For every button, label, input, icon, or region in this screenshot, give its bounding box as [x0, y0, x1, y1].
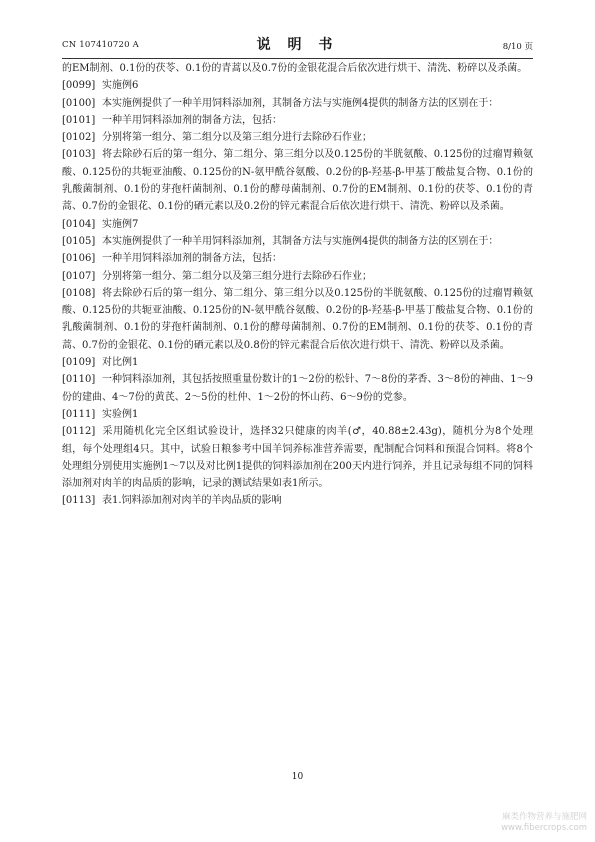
paragraph-text: 采用随机化完全区组试验设计，选择32只健康的肉羊(♂，40.88±2.43g)，随机分为8个处理组，每个处理组4只。其中，试验日粮参考中国羊饲养标准营养需要，配制配合饲料和预混合饲料。将8个处理组分别使用实施例1～7以及对比例1提供的饲料添加剂在200天内进行饲养，并且记录每组不同的饲料添加剂对肉羊的肉品质的影响，记录的测试结果如表1所示。 — [62, 426, 533, 490]
paragraph-text: 表1.饲料添加剂对肉羊的羊肉品质的影响 — [102, 495, 282, 507]
paragraph-number: [0107] — [62, 270, 96, 282]
paragraph-text: 一种羊用饲料添加剂的制备方法，包括： — [102, 253, 282, 265]
paragraph-number: [0099] — [62, 80, 96, 92]
paragraph-number: [0105] — [62, 235, 96, 247]
paragraph — [62, 250, 533, 267]
paragraph — [62, 95, 533, 112]
paragraph-text: 一种饲料添加剂，其包括按照重量份数计的1～2份的松针、7～8份的茅香、3～8份的神曲、1～9份的建曲、4～7份的黄芪、2～5份的杜仲、1～2份的怀山药、6～9份的党参。 — [62, 374, 533, 403]
paragraph-number: [0103] — [62, 149, 96, 161]
paragraph-text: 实施例7 — [102, 218, 139, 230]
paragraph — [62, 233, 533, 250]
paragraph — [62, 216, 533, 233]
paragraph — [62, 354, 533, 371]
paragraph-number: [0112] — [62, 426, 96, 438]
paragraph-text: 将去除砂石后的第一组分、第二组分、第三组分以及0.125份的半胱氨酸、0.125份的过瘤胃赖氨酸、0.125份的共轭亚油酸、0.125份的N-氨甲酰谷氨酸、0.2份的β-羟基-β-甲基丁酸盐复合物、0.1份的乳酸菌制剂、0.1份的芽孢杆菌制剂、0.1份的酵母菌制剂、0.7份的EM制剂、0.1份的茯苓、0.1份的青蒿、0.7份的金银花、0.1份的硒元素以及0.2份的锌元素混合后依次进行烘干、清洗、粉碎以及杀菌。 — [62, 149, 533, 213]
paragraph-number: [0108] — [62, 287, 96, 299]
paragraph — [62, 423, 533, 492]
paragraph — [62, 77, 533, 94]
paragraph-text: 实施例6 — [102, 80, 139, 92]
paragraph-text: 分别将第一组分、第二组分以及第三组分进行去除砂石作业； — [102, 270, 372, 282]
paragraph-number: [0102] — [62, 132, 96, 144]
paragraph-text: 本实施例提供了一种羊用饲料添加剂，其制备方法与实施例4提供的制备方法的区别在于： — [102, 97, 499, 109]
paragraph-number: [0101] — [62, 114, 96, 126]
paragraph — [62, 268, 533, 285]
paragraph-number: [0104] — [62, 218, 96, 230]
paragraph-number: [0110] — [62, 374, 96, 386]
watermark — [501, 812, 587, 834]
header-divider — [62, 58, 533, 59]
paragraph-number: [0111] — [62, 408, 96, 420]
page-number: 10 — [291, 772, 304, 782]
watermark-title: 麻类作物营养与施肥网 — [501, 812, 587, 822]
paragraph-number: [0100] — [62, 97, 96, 109]
page-header — [62, 34, 533, 56]
paragraph — [62, 371, 533, 406]
patent-number: CN 107410720 A — [62, 40, 139, 50]
paragraph-text: 本实施例提供了一种羊用饲料添加剂，其制备方法与实施例4提供的制备方法的区别在于： — [102, 235, 499, 247]
document-body — [62, 60, 533, 510]
page-indicator: 8/10 页 — [502, 42, 533, 52]
paragraph-text: 一种羊用饲料添加剂的制备方法，包括： — [102, 114, 282, 126]
paragraph — [62, 492, 533, 509]
paragraph-number: [0113] — [62, 495, 96, 507]
paragraph — [62, 406, 533, 423]
watermark-url: www.fibercrops.com — [501, 823, 587, 833]
paragraph — [62, 129, 533, 146]
paragraph-number: [0106] — [62, 253, 96, 265]
paragraph — [62, 285, 533, 354]
paragraph-text: 实验例1 — [102, 408, 139, 420]
paragraph-text: 对比例1 — [102, 357, 139, 369]
paragraph-number: [0109] — [62, 357, 96, 369]
paragraph-text: 将去除砂石后的第一组分、第二组分、第三组分以及0.125份的半胱氨酸、0.125份的过瘤胃赖氨酸、0.125份的共轭亚油酸、0.125份的N-氨甲酰谷氨酸、0.2份的β-羟基-β-甲基丁酸盐复合物、0.1份的乳酸菌制剂、0.1份的芽孢杆菌制剂、0.1份的酵母菌制剂、0.7份的EM制剂、0.1份的茯苓、0.1份的青蒿、0.7份的金银花、0.1份的硒元素以及0.8份的锌元素混合后依次进行烘干、清洗、粉碎以及杀菌。 — [62, 287, 533, 351]
paragraph-text: 的EM制剂、0.1份的茯苓、0.1份的青蒿以及0.7份的金银花混合后依次进行烘干、清洗、粉碎以及杀菌。 — [62, 63, 528, 74]
paragraph-continuation — [62, 60, 533, 77]
document-title: 说 明 书 — [256, 37, 339, 53]
paragraph — [62, 112, 533, 129]
paragraph-text: 分别将第一组分、第二组分以及第三组分进行去除砂石作业； — [102, 132, 372, 144]
paragraph — [62, 146, 533, 215]
